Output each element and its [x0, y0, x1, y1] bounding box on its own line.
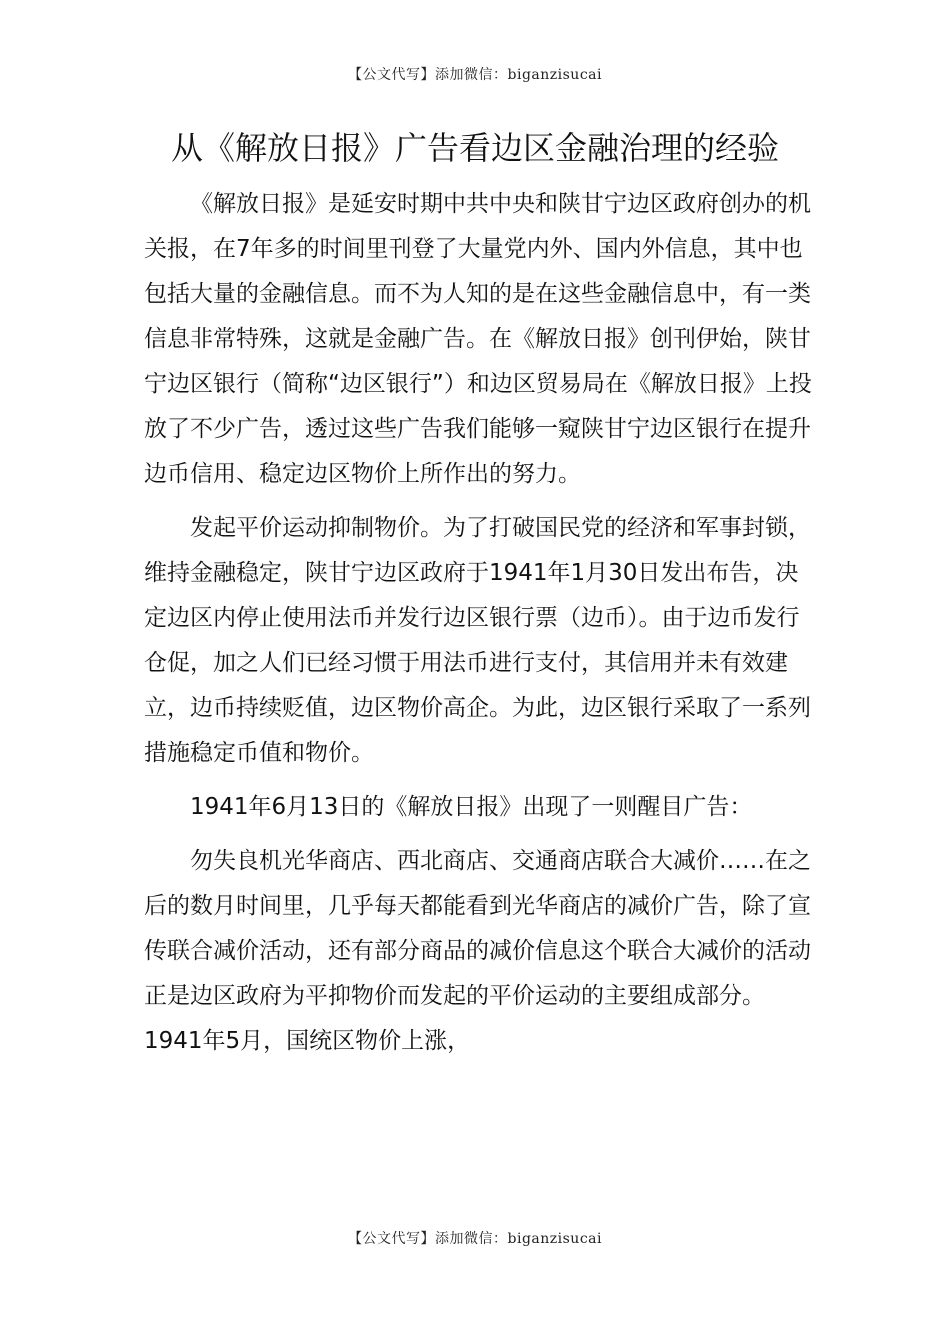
document-body	[144, 182, 820, 1064]
page-footer-watermark: 【公文代写】添加微信：biganzisucai	[348, 1231, 602, 1247]
paragraph-ad-date: 1941年6月13日的《解放日报》出现了一则醒目广告：	[190, 794, 753, 820]
document-title: 从《解放日报》广告看边区金融治理的经验	[170, 129, 779, 167]
page-header-watermark: 【公文代写】添加微信：biganzisucai	[348, 67, 602, 83]
paragraph-price-campaign: 发起平价运动抑制物价。为了打破国民党的经济和军事封锁，维持金融稳定，陕甘宁边区政府于1941年1月30日发出布告，决定边区内停止使用法币并发行边区银行票（边币）。由于边币发行仓促，加之人们已经习惯于用法币进行支付，其信用并未有效建立，边币持续贬值，边区物价高企。为此，边区银行采取了一系列措施稳定币值和物价。	[144, 515, 811, 766]
paragraph-ad-content: 勿失良机光华商店、西北商店、交通商店联合大减价……在之后的数月时间里，几乎每天都能看到光华商店的减价广告，除了宣传联合减价活动，还有部分商品的减价信息这个联合大减价的活动正是边区政府为平抑物价而发起的平价运动的主要组成部分。1941年5月，国统区物价上涨，	[144, 848, 811, 1054]
paragraph-intro: 《解放日报》是延安时期中共中央和陕甘宁边区政府创办的机关报，在7年多的时间里刊登了大量党内外、国内外信息，其中也包括大量的金融信息。而不为人知的是在这些金融信息中，有一类信息非常特殊，这就是金融广告。在《解放日报》创刊伊始，陕甘宁边区银行（简称“边区银行”）和边区贸易局在《解放日报》上投放了不少广告，透过这些广告我们能够一窥陕甘宁边区银行在提升边币信用、稳定边区物价上所作出的努力。	[144, 191, 812, 487]
